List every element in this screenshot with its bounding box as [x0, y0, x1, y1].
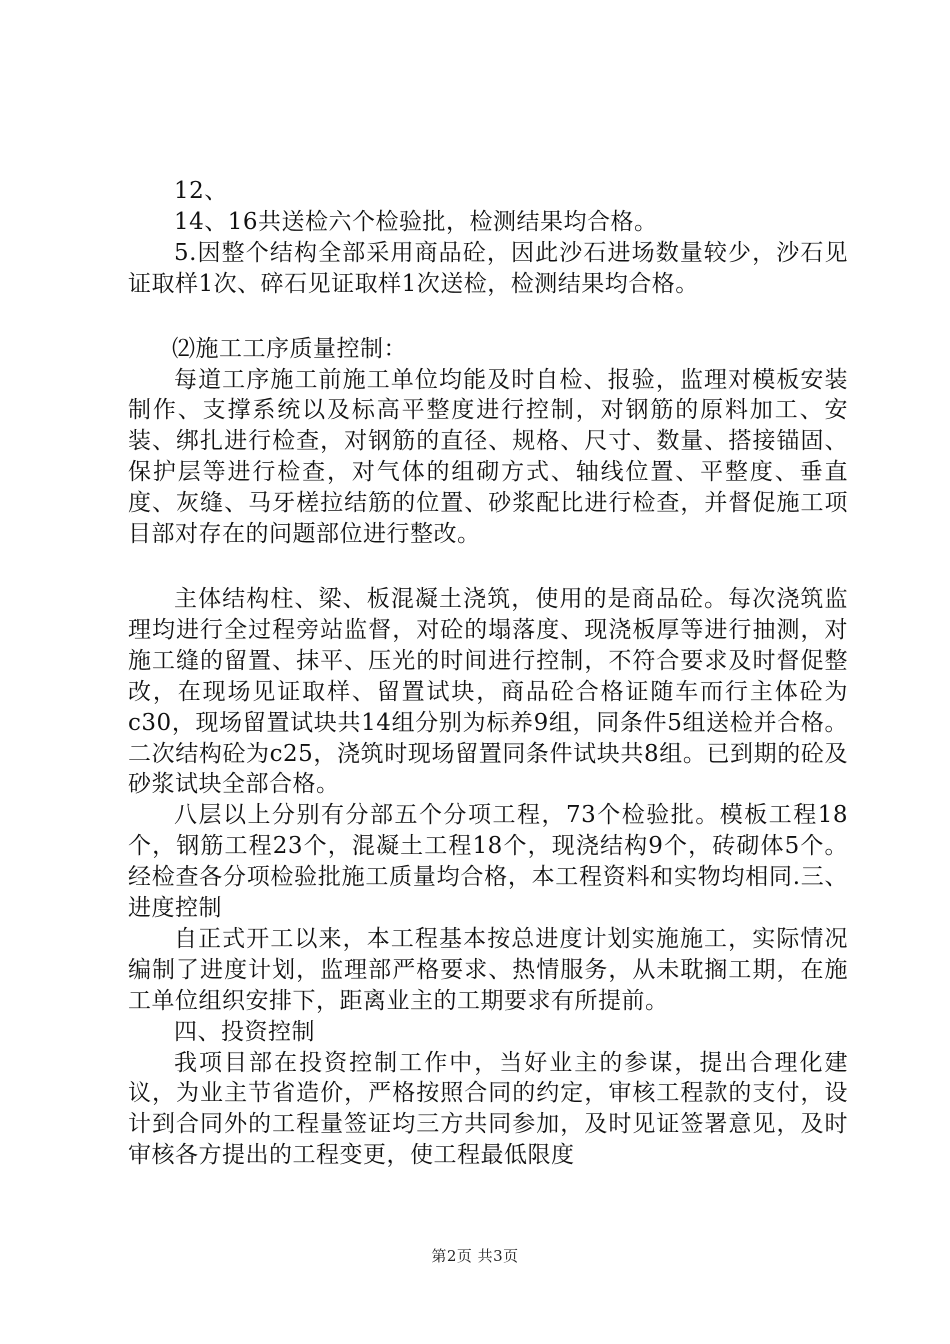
section-heading-investment-control: 四、投资控制: [174, 1018, 315, 1045]
paragraph-item-number: 12、: [174, 178, 228, 204]
section-heading-process-quality: ⑵施工工序质量控制：: [172, 335, 407, 362]
document-body: [128, 176, 848, 1171]
page-number-footer: 第2页 共3页: [431, 1247, 519, 1265]
paragraph-investment-control: 我项目部在投资控制工作中，当好业主的参谋，提出合理化建议，为业主节省造价，严格按照合同的约定，审核工程款的支付，设计到合同外的工程量签证均三方共同参加，及时见证签署意见，及时审核各方提出的工程变更，使工程最低限度: [128, 1049, 848, 1169]
paragraph-sub-projects: 八层以上分别有分部五个分项工程，73个检验批。模板工程18个，钢筋工程23个，混凝土工程18个，现浇结构9个，砖砌体5个。经检查各分项检验批施工质量均合格，本工程资料和实物均相同.三、进度控制: [128, 802, 848, 922]
paragraph-sand-stone-sampling: 5.因整个结构全部采用商品砼，因此沙石进场数量较少，沙石见证取样1次、碎石见证取样1次送检，检测结果均合格。: [128, 239, 848, 297]
paragraph-schedule-control: 自正式开工以来，本工程基本按总进度计划实施施工，实际情况编制了进度计划，监理部严格要求、热情服务，从未耽搁工期，在施工单位组织安排下，距离业主的工期要求有所提前。: [128, 925, 848, 1014]
paragraph-inspection-batches: 14、16共送检六个检验批，检测结果均合格。: [174, 208, 658, 235]
paragraph-process-inspection: 每道工序施工前施工单位均能及时自检、报验，监理对模板安装制作、支撑系统以及标高平整度进行控制，对钢筋的原料加工、安装、绑扎进行检查，对钢筋的直径、规格、尺寸、数量、搭接锚固、保护层等进行检查，对气体的组砌方式、轴线位置、平整度、垂直度、灰缝、马牙槎拉结筋的位置、砂浆配比进行检查，并督促施工项目部对存在的问题部位进行整改。: [128, 366, 848, 548]
paragraph-concrete-pouring: 主体结构柱、梁、板混凝土浇筑，使用的是商品砼。每次浇筑监理均进行全过程旁站监督，对砼的塌落度、现浇板厚等进行抽测，对施工缝的留置、抹平、压光的时间进行控制，不符合要求及时督促整改，在现场见证取样、留置试块，商品砼合格证随车而行主体砼为c30，现场留置试块共14组分别为标养9组，同条件5组送检并合格。二次结构砼为c25，浇筑时现场留置同条件试块共8组。已到期的砼及砂浆试块全部合格。: [128, 585, 848, 798]
